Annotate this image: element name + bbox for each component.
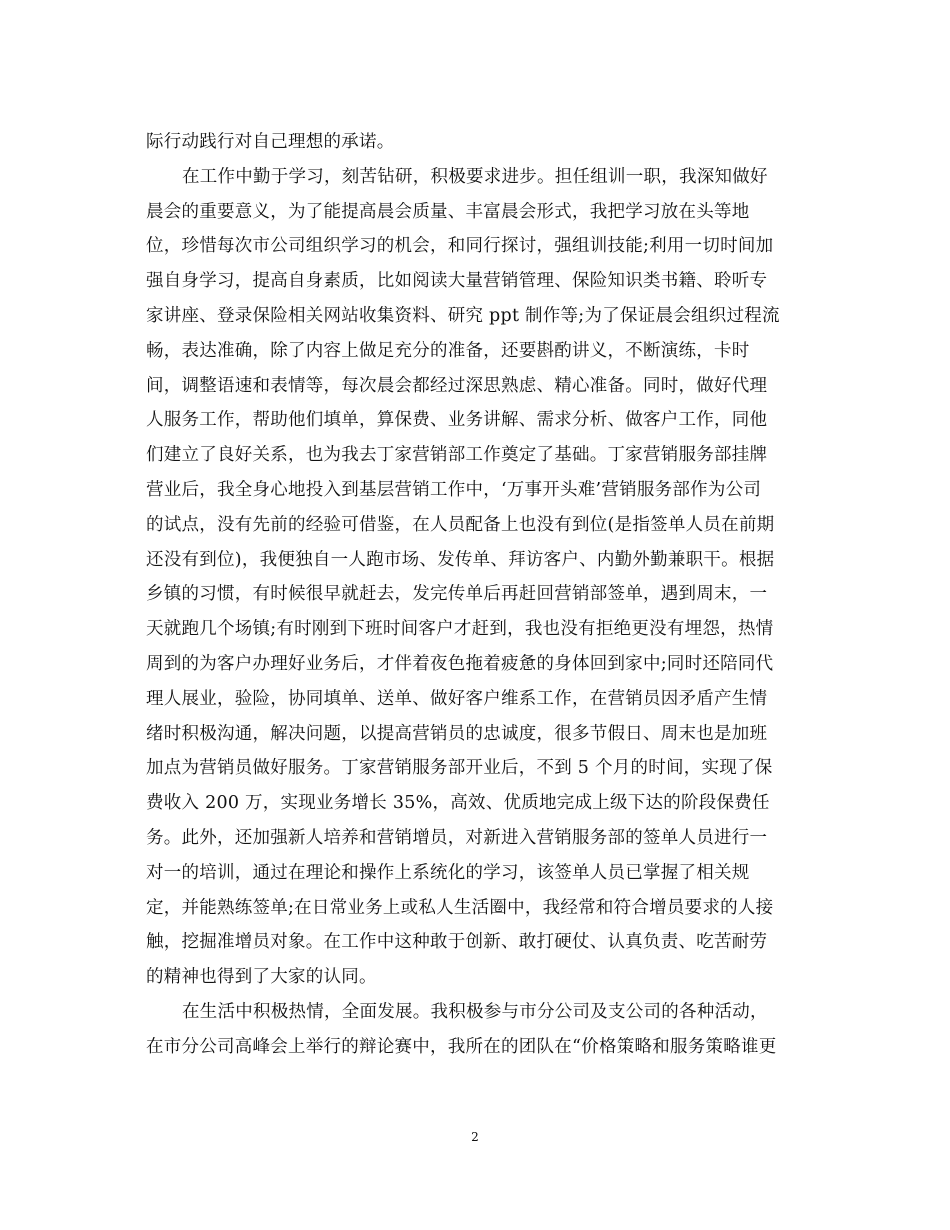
- paragraph-start-line: 在生活中积极热情，全面发展。我积极参与市分公司及支公司的各种活动，: [182, 1001, 768, 1022]
- paragraph-start-line: 在工作中勤于学习，刻苦钻研，积极要求进步。担任组训一职，我深知做好: [182, 166, 768, 187]
- text-line: 务。此外，还加强新人培养和营销增员，对新进入营销服务部的签单人员进行一: [146, 827, 768, 848]
- text-line: 天就跑几个场镇;有时刚到下班时间客户才赶到，我也没有拒绝更没有埋怨，热情: [146, 619, 774, 640]
- text-line: 在市分公司高峰会上举行的辩论赛中，我所在的团队在“价格策略和服务策略谁更: [146, 1036, 777, 1057]
- text-line: 周到的为客户办理好业务后，才伴着夜色拖着疲惫的身体回到家中;同时还陪同代: [146, 653, 774, 674]
- text-line: 家讲座、登录保险相关网站收集资料、研究 ppt 制作等;为了保证晨会组织过程流: [146, 305, 780, 326]
- text-line: 绪时积极沟通，解决问题，以提高营销员的忠诚度，很多节假日、周末也是加班: [146, 723, 768, 744]
- text-line: 的试点，没有先前的经验可借鉴，在人员配备上也没有到位(是指签单人员在前期: [146, 514, 775, 535]
- text-line: 间，调整语速和表情等，每次晨会都经过深思熟虑、精心准备。同时，做好代理: [146, 375, 768, 396]
- text-line: 畅，表达准确，除了内容上做足充分的准备，还要斟酌讲义，不断演练，卡时: [146, 340, 750, 361]
- text-line: 们建立了良好关系，也为我去丁家营销部工作奠定了基础。丁家营销服务部挂牌: [146, 445, 768, 466]
- text-line: 触，挖掘准增员对象。在工作中这种敢于创新、敢打硬仗、认真负责、吃苦耐劳: [146, 932, 768, 953]
- text-line: 的精神也得到了大家的认同。: [146, 967, 377, 988]
- text-line: 乡镇的习惯，有时候很早就赶去，发完传单后再赶回营销部签单，遇到周末，一: [146, 584, 768, 605]
- text-line: 晨会的重要意义，为了能提高晨会质量、丰富晨会形式，我把学习放在头等地: [146, 201, 750, 222]
- page-number: 2: [471, 1130, 479, 1144]
- text-line: 营业后，我全身心地投入到基层营销工作中，‘万事开头难’营销服务部作为公司: [146, 479, 762, 500]
- text-line: 定，并能熟练签单;在日常业务上或私人生活圈中，我经常和符合增员要求的人接: [146, 897, 774, 918]
- text-line: 人服务工作，帮助他们填单，算保费、业务讲解、需求分析、做客户工作，同他: [146, 410, 768, 431]
- text-line: 际行动践行对自己理想的承诺。: [146, 132, 395, 152]
- text-line: 费收入 200 万，实现业务增长 35%，高效、优质地完成上级下达的阶段保费任: [146, 793, 770, 814]
- text-line: 位，珍惜每次市公司组织学习的机会，和同行探讨，强组训技能;利用一切时间加: [146, 236, 774, 257]
- text-line: 理人展业，验险，协同填单、送单、做好客户维系工作，在营销员因矛盾产生情: [146, 688, 768, 709]
- text-line: 强自身学习，提高自身素质，比如阅读大量营销管理、保险知识类书籍、聆听专: [146, 271, 768, 292]
- text-line: 加点为营销员做好服务。丁家营销服务部开业后，不到 5 个月的时间，实现了保: [146, 758, 773, 779]
- body-text: [146, 125, 816, 1065]
- text-line: 还没有到位)，我便独自一人跑市场、发传单、拜访客户、内勤外勤兼职干。根据: [146, 549, 775, 570]
- text-line: 对一的培训，通过在理论和操作上系统化的学习，该签单人员已掌握了相关规: [146, 862, 750, 883]
